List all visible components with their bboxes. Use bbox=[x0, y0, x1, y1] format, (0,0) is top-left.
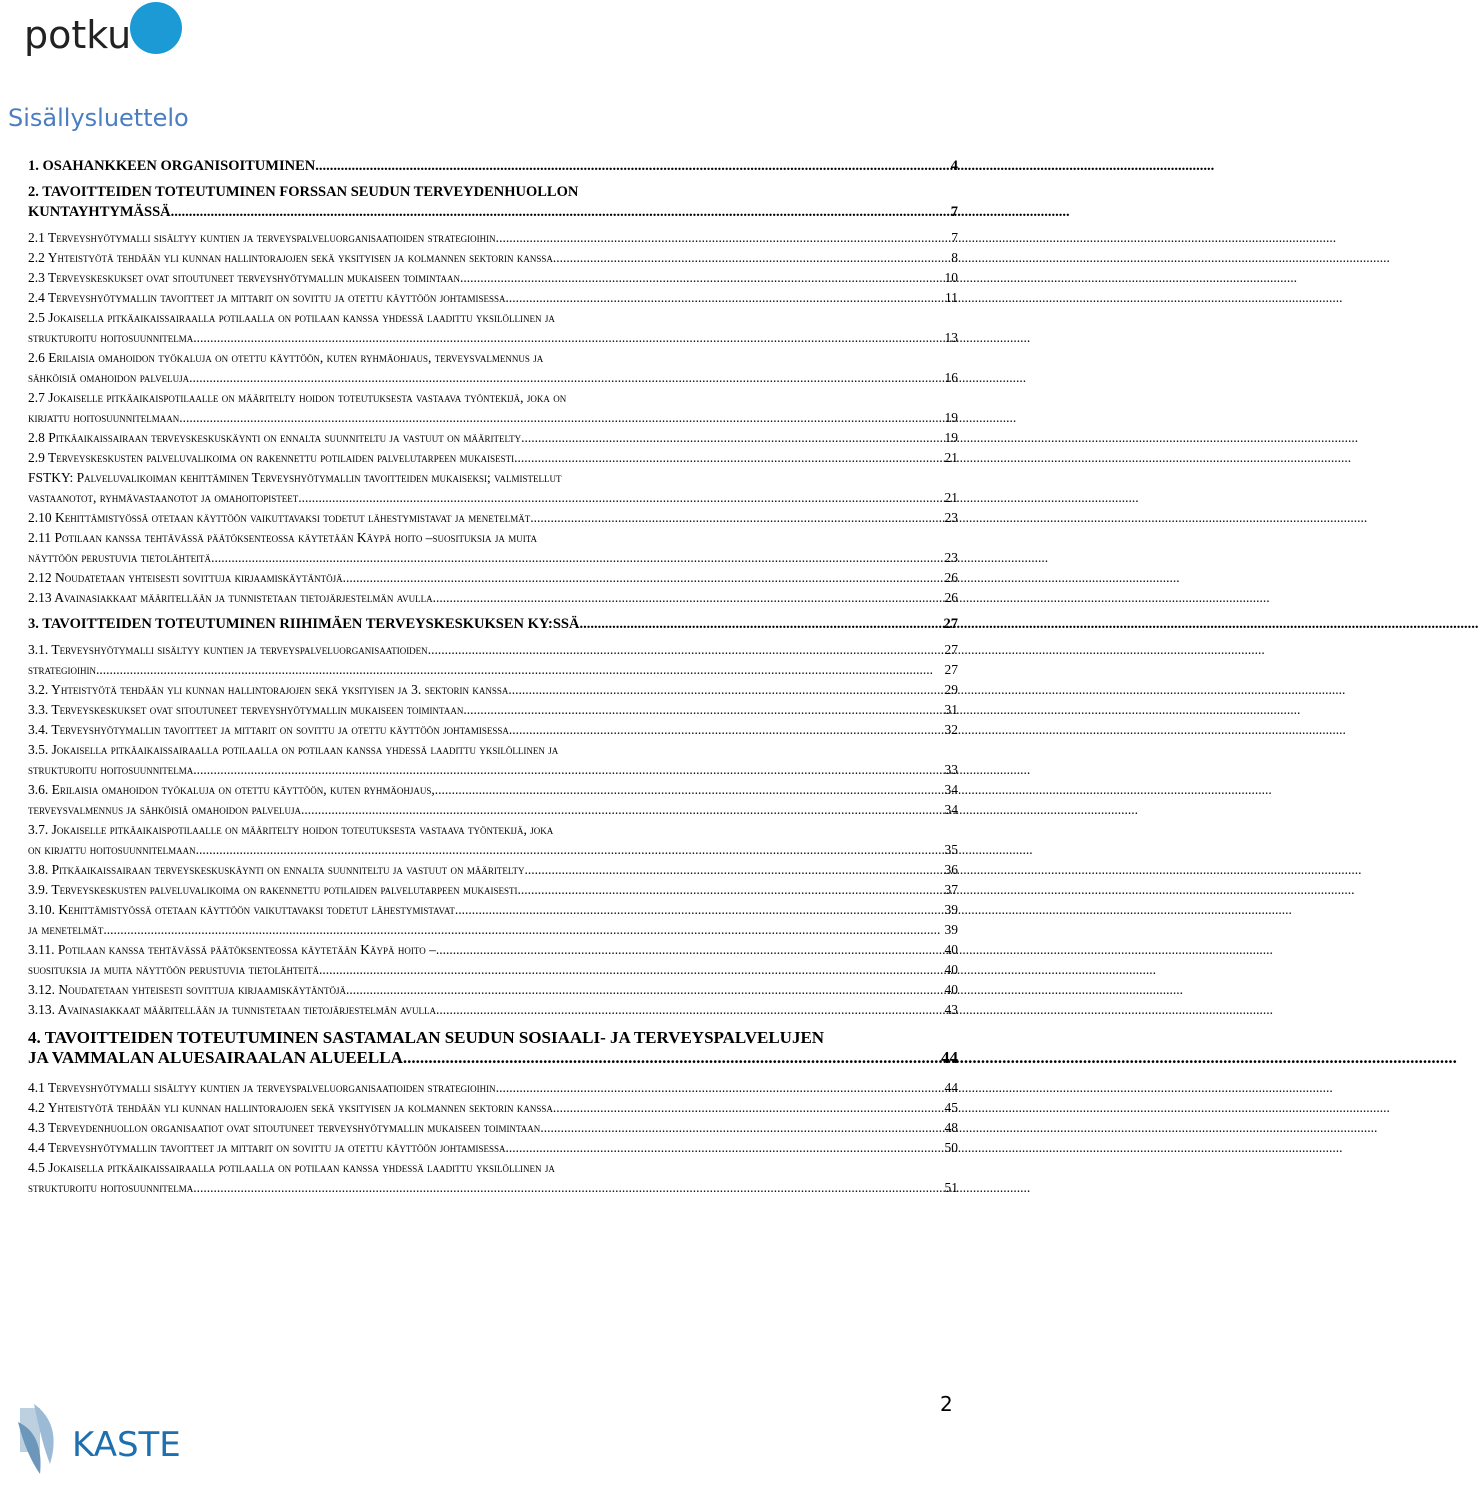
toc-entry[interactable] bbox=[28, 1158, 958, 1198]
toc-entry[interactable] bbox=[28, 680, 958, 700]
toc-leader-dots bbox=[525, 860, 943, 880]
toc-entry-text: näyttöön perustuvia tietolähteitä bbox=[28, 550, 212, 565]
toc-entry-text: 3.8. Pitkäaikaissairaan terveyskeskuskäynti on ennalta suunniteltu ja vastuut on määritelty bbox=[28, 862, 525, 877]
toc-entry-text: 2. TAVOITTEIDEN TOTEUTUMINEN FORSSAN SEUDUN TERVEYDENHUOLLON bbox=[28, 184, 579, 200]
toc-page-number: 40 bbox=[944, 942, 958, 957]
toc-page-number: 32 bbox=[944, 722, 958, 737]
toc-leader-dots bbox=[530, 508, 942, 528]
toc-entry[interactable] bbox=[28, 156, 958, 176]
toc-entry-text: KUNTAYHTYMÄSSÄ bbox=[28, 204, 171, 220]
potku-logo-text: potku bbox=[24, 13, 132, 57]
table-of-contents bbox=[28, 150, 958, 1198]
toc-entry[interactable] bbox=[28, 640, 958, 660]
toc-page-number: 40 bbox=[944, 962, 958, 977]
toc-entry-text: 3.7. Jokaiselle pitkäaikaispotilaalle on määritelty hoidon toteutuksesta vastaava työntekijä, joka bbox=[28, 822, 554, 837]
toc-entry-text: ja menetelmät bbox=[28, 922, 104, 937]
toc-entry-text: suosituksia ja muita näyttöön perustuvia tietolähteitä bbox=[28, 962, 319, 977]
toc-entry-text: 2.8 Pitkäaikaissairaan terveyskeskuskäynti on ennalta suunniteltu ja vastuut on määritelty bbox=[28, 430, 522, 445]
toc-page-number: 31 bbox=[944, 702, 958, 717]
toc-entry[interactable] bbox=[28, 528, 958, 568]
toc-page-number: 23 bbox=[944, 550, 958, 565]
toc-page-number: 8 bbox=[951, 250, 958, 265]
toc-leader-dots bbox=[496, 1078, 943, 1098]
toc-entry[interactable] bbox=[28, 348, 958, 388]
kaste-logo-text: KASTE bbox=[72, 1425, 181, 1465]
toc-leader-dots bbox=[301, 800, 943, 820]
toc-leader-dots bbox=[319, 960, 943, 980]
toc-entry[interactable] bbox=[28, 740, 958, 780]
toc-leader-dots bbox=[343, 568, 943, 588]
toc-page-number: 39 bbox=[944, 902, 958, 917]
toc-entry[interactable] bbox=[28, 940, 958, 960]
toc-leader-dots bbox=[460, 268, 943, 288]
toc-entry[interactable] bbox=[28, 920, 958, 940]
toc-page-number: 48 bbox=[944, 1120, 958, 1135]
toc-entry-text: 3.11. Potilaan kanssa tehtävässä päätöksenteossa käytetään Käypä hoito – bbox=[28, 942, 436, 957]
toc-leader-dots bbox=[509, 720, 943, 740]
toc-entry-text: 2.13 Avainasiakkaat määritellään ja tunnistetaan tietojärjestelmän avulla bbox=[28, 590, 433, 605]
toc-entry-text: strukturoitu hoitosuunnitelma bbox=[28, 762, 194, 777]
toc-page-number: 16 bbox=[944, 370, 958, 385]
toc-page-number: 26 bbox=[944, 590, 958, 605]
toc-leader-dots bbox=[103, 920, 942, 940]
toc-entry[interactable] bbox=[28, 182, 958, 222]
toc-page-number: 33 bbox=[944, 762, 958, 777]
toc-entry-text: 2.6 Erilaisia omahoidon työkaluja on otettu käyttöön, kuten ryhmäohjaus, terveysvalmennus ja bbox=[28, 350, 544, 365]
toc-leader-dots bbox=[189, 368, 942, 388]
toc-entry-text: on kirjattu hoitosuunnitelmaan bbox=[28, 842, 196, 857]
toc-entry-text: 2.11 Potilaan kanssa tehtävässä päätöksenteossa käytetään Käypä hoito –suosituksia ja muita bbox=[28, 530, 537, 545]
toc-entry[interactable] bbox=[28, 268, 958, 288]
toc-page-number: 27 bbox=[943, 616, 958, 632]
toc-leader-dots bbox=[196, 840, 943, 860]
toc-page-number: 27 bbox=[944, 662, 958, 677]
toc-entry-text: 3.12. Noudatetaan yhteisesti sovittuja kirjaamiskäytäntöjä bbox=[28, 982, 347, 997]
toc-leader-dots bbox=[463, 700, 942, 720]
toc-entry-text: JA VAMMALAN ALUESAIRAALAN ALUEELLA bbox=[28, 1048, 403, 1067]
toc-entry-text: FSTKY: Palveluvalikoiman kehittäminen Terveyshyötymallin tavoitteiden mukaiseksi; valmistellut bbox=[28, 470, 562, 485]
toc-page-number: 51 bbox=[944, 1180, 958, 1195]
toc-page-number: 21 bbox=[944, 490, 958, 505]
toc-page-number: 7 bbox=[951, 230, 958, 245]
toc-entry-text: 3.5. Jokaisella pitkäaikaissairaalla potilaalla on potilaan kanssa yhdessä laadittu yksilöllinen ja bbox=[28, 742, 559, 757]
toc-leader-dots bbox=[211, 548, 942, 568]
toc-page-number: 34 bbox=[944, 782, 958, 797]
toc-leader-dots bbox=[506, 288, 943, 308]
toc-page-number: 13 bbox=[944, 330, 958, 345]
toc-entry-text: 2.3 Terveyskeskukset ovat sitoutuneet terveyshyötymallin mukaiseen toimintaan bbox=[28, 270, 460, 285]
toc-entry[interactable] bbox=[28, 1028, 958, 1068]
toc-page-number: 43 bbox=[944, 1002, 958, 1017]
toc-heading: Sisällysluettelo bbox=[8, 104, 189, 132]
toc-entry-text: 3.2. Yhteistyötä tehdään yli kunnan hallintorajojen sekä yksityisen ja 3. sektorin kanssa bbox=[28, 682, 509, 697]
toc-entry[interactable] bbox=[28, 820, 958, 860]
toc-leader-dots bbox=[428, 640, 943, 660]
toc-page-number: 35 bbox=[944, 842, 958, 857]
toc-leader-dots bbox=[193, 760, 942, 780]
toc-leader-dots bbox=[96, 660, 943, 680]
toc-entry[interactable] bbox=[28, 614, 958, 634]
toc-leader-dots bbox=[506, 1138, 943, 1158]
toc-entry-text: 3.4. Terveyshyötymallin tavoitteet ja mittarit on sovittu ja otettu käyttöön johtamisessa bbox=[28, 722, 509, 737]
toc-page-number: 45 bbox=[944, 1100, 958, 1115]
toc-entry[interactable] bbox=[28, 900, 958, 920]
toc-page-number: 21 bbox=[944, 450, 958, 465]
toc-page-number: 11 bbox=[945, 290, 958, 305]
toc-entry-text: 3.9. Terveyskeskusten palveluvalikoima on rakennettu potilaiden palvelutarpeen mukaisesti bbox=[28, 882, 518, 897]
toc-leader-dots bbox=[521, 428, 942, 448]
toc-leader-dots bbox=[579, 614, 941, 634]
toc-entry-text: 3.1. Terveyshyötymalli sisältyy kuntien ja terveyspalveluorganisaatioiden bbox=[28, 642, 428, 657]
toc-entry[interactable] bbox=[28, 700, 958, 720]
toc-leader-dots bbox=[403, 1048, 939, 1068]
toc-leader-dots bbox=[553, 1098, 943, 1118]
toc-entry[interactable] bbox=[28, 248, 958, 268]
page-number: 2 bbox=[940, 1392, 953, 1416]
toc-entry[interactable] bbox=[28, 568, 958, 588]
toc-entry-text: 4.3 Terveydenhuollon organisaatiot ovat sitoutuneet terveyshyötymallin mukaiseen toimintaan bbox=[28, 1120, 541, 1135]
toc-entry[interactable] bbox=[28, 980, 958, 1000]
toc-entry-text: 2.1 Terveyshyötymalli sisältyy kuntien ja terveyspalveluorganisaatioiden strategioihin. bbox=[28, 230, 500, 245]
toc-page-number: 7 bbox=[950, 204, 958, 220]
toc-entry[interactable] bbox=[28, 308, 958, 348]
toc-entry-text: 4.5 Jokaisella pitkäaikaissairaalla potilaalla on potilaan kanssa yhdessä laadittu yksilöllinen ja bbox=[28, 1160, 555, 1175]
toc-entry[interactable] bbox=[28, 720, 958, 740]
toc-entry[interactable] bbox=[28, 508, 958, 528]
toc-entry[interactable] bbox=[28, 288, 958, 308]
toc-entry[interactable] bbox=[28, 860, 958, 880]
toc-entry-text: strategioihin bbox=[28, 662, 96, 677]
toc-entry-text: 2.7 Jokaiselle pitkäaikaispotilaalle on määritelty hoidon toteutuksesta vastaava työntekijä, joka on bbox=[28, 390, 567, 405]
toc-leader-dots bbox=[433, 588, 943, 608]
toc-entry-text: 3.13. Avainasiakkaat määritellään ja tunnistetaan tietojärjestelmän avulla bbox=[28, 1002, 437, 1017]
toc-entry-text: 2.4 Terveyshyötymallin tavoitteet ja mittarit on sovittu ja otettu käyttöön johtamisessa bbox=[28, 290, 506, 305]
toc-entry[interactable] bbox=[28, 428, 958, 448]
toc-page-number: 26 bbox=[944, 570, 958, 585]
toc-entry[interactable] bbox=[28, 780, 958, 800]
toc-leader-dots bbox=[540, 1118, 942, 1138]
toc-entry-text: 4.1 Terveyshyötymalli sisältyy kuntien ja terveyspalveluorganisaatioiden strategioihin bbox=[28, 1080, 496, 1095]
kaste-logo bbox=[14, 1404, 224, 1480]
toc-entry-text: 3.10. Kehittämistyössä otetaan käyttöön vaikuttavaksi todetut lähestymistavat bbox=[28, 902, 455, 917]
toc-page-number: 44 bbox=[941, 1048, 958, 1067]
toc-entry[interactable] bbox=[28, 800, 958, 820]
toc-leader-dots bbox=[508, 680, 942, 700]
toc-entry-text: 4.2 Yhteistyötä tehdään yli kunnan hallintorajojen sekä yksityisen ja kolmannen sektorin kanssa bbox=[28, 1100, 553, 1115]
toc-entry[interactable] bbox=[28, 588, 958, 608]
toc-entry-text: 2.2 Yhteistyötä tehdään yli kunnan hallintorajojen sekä yksityisen ja kolmannen sektorin kanssa bbox=[28, 250, 553, 265]
toc-entry[interactable] bbox=[28, 1078, 958, 1098]
toc-entry-text: 2.9 Terveyskeskusten palveluvalikoima on rakennettu potilaiden palvelutarpeen mukaisesti bbox=[28, 450, 515, 465]
toc-entry-text: 3.3. Terveyskeskukset ovat sitoutuneet terveyshyötymallin mukaiseen toimintaan bbox=[28, 702, 464, 717]
toc-page-number: 27 bbox=[944, 642, 958, 657]
toc-entry[interactable] bbox=[28, 388, 958, 428]
toc-page-number: 37 bbox=[944, 882, 958, 897]
toc-leader-dots bbox=[517, 880, 942, 900]
toc-entry-text: 2.12 Noudatetaan yhteisesti sovittuja kirjaamiskäytäntöjä bbox=[28, 570, 343, 585]
toc-leader-dots bbox=[193, 1178, 942, 1198]
toc-leader-dots bbox=[436, 940, 943, 960]
toc-page-number: 36 bbox=[944, 862, 958, 877]
toc-entry-text: strukturoitu hoitosuunnitelma bbox=[28, 330, 194, 345]
toc-entry[interactable] bbox=[28, 1000, 958, 1020]
toc-leader-dots bbox=[435, 780, 943, 800]
toc-leader-dots bbox=[455, 900, 943, 920]
toc-entry[interactable] bbox=[28, 960, 958, 980]
toc-leader-dots bbox=[179, 408, 942, 428]
toc-page-number: 19 bbox=[944, 430, 958, 445]
toc-page-number: 4 bbox=[950, 158, 958, 174]
toc-page-number: 29 bbox=[944, 682, 958, 697]
toc-page-number: 34 bbox=[944, 802, 958, 817]
toc-entry-text: 3. TAVOITTEIDEN TOTEUTUMINEN RIIHIMÄEN TERVEYSKESKUKSEN KY:SSÄ bbox=[28, 616, 580, 632]
toc-entry[interactable] bbox=[28, 880, 958, 900]
toc-page-number: 23 bbox=[944, 510, 958, 525]
toc-entry[interactable] bbox=[28, 1118, 958, 1138]
toc-entry-text: kirjattu hoitosuunnitelmaan bbox=[28, 410, 180, 425]
toc-page-number: 40 bbox=[944, 982, 958, 997]
toc-leader-dots bbox=[436, 1000, 942, 1020]
toc-leader-dots bbox=[499, 228, 949, 248]
toc-entry-text: 2.5 Jokaisella pitkäaikaissairaalla potilaalla on potilaan kanssa yhdessä laadittu yksilöllinen ja bbox=[28, 310, 555, 325]
toc-page-number: 19 bbox=[944, 410, 958, 425]
toc-entry[interactable] bbox=[28, 1098, 958, 1118]
toc-entry[interactable] bbox=[28, 228, 958, 248]
toc-leader-dots bbox=[171, 202, 949, 222]
toc-entry-text: 1. OSAHANKKEEN ORGANISOITUMINEN bbox=[28, 158, 316, 174]
toc-leader-dots bbox=[514, 448, 942, 468]
toc-leader-dots bbox=[193, 328, 942, 348]
toc-leader-dots bbox=[315, 156, 949, 176]
toc-entry-text: sähköisiä omahoidon palveluja bbox=[28, 370, 190, 385]
toc-entry-text: 2.10 Kehittämistyössä otetaan käyttöön vaikuttavaksi todetut lähestymistavat ja menetelmät bbox=[28, 510, 531, 525]
toc-page-number: 50 bbox=[944, 1140, 958, 1155]
toc-entry[interactable] bbox=[28, 1138, 958, 1158]
toc-entry-text: 4. TAVOITTEIDEN TOTEUTUMINEN SASTAMALAN SEUDUN SOSIAALI- JA TERVEYSPALVELUJEN bbox=[28, 1028, 825, 1047]
toc-page-number: 39 bbox=[944, 922, 958, 937]
potku-logo bbox=[24, 4, 186, 62]
toc-entry-text: 4.4 Terveyshyötymallin tavoitteet ja mittarit on sovittu ja otettu käyttöön johtamisessa bbox=[28, 1140, 506, 1155]
toc-entry-text: strukturoitu hoitosuunnitelma bbox=[28, 1180, 194, 1195]
toc-entry[interactable] bbox=[28, 660, 958, 680]
toc-entry-text: 3.6. Erilaisia omahoidon työkaluja on otettu käyttöön, kuten ryhmäohjaus, bbox=[28, 782, 435, 797]
toc-leader-dots bbox=[302, 488, 943, 508]
toc-entry[interactable] bbox=[28, 468, 958, 508]
toc-page-number: 10 bbox=[944, 270, 958, 285]
toc-entry[interactable] bbox=[28, 448, 958, 468]
toc-leader-dots bbox=[346, 980, 942, 1000]
toc-leader-dots bbox=[553, 248, 949, 268]
toc-entry-text: terveysvalmennus ja sähköisiä omahoidon palveluja bbox=[28, 802, 301, 817]
toc-entry-text: vastaanotot, ryhmävastaanotot ja omahoitopisteet. bbox=[28, 490, 302, 505]
toc-page-number: 44 bbox=[944, 1080, 958, 1095]
